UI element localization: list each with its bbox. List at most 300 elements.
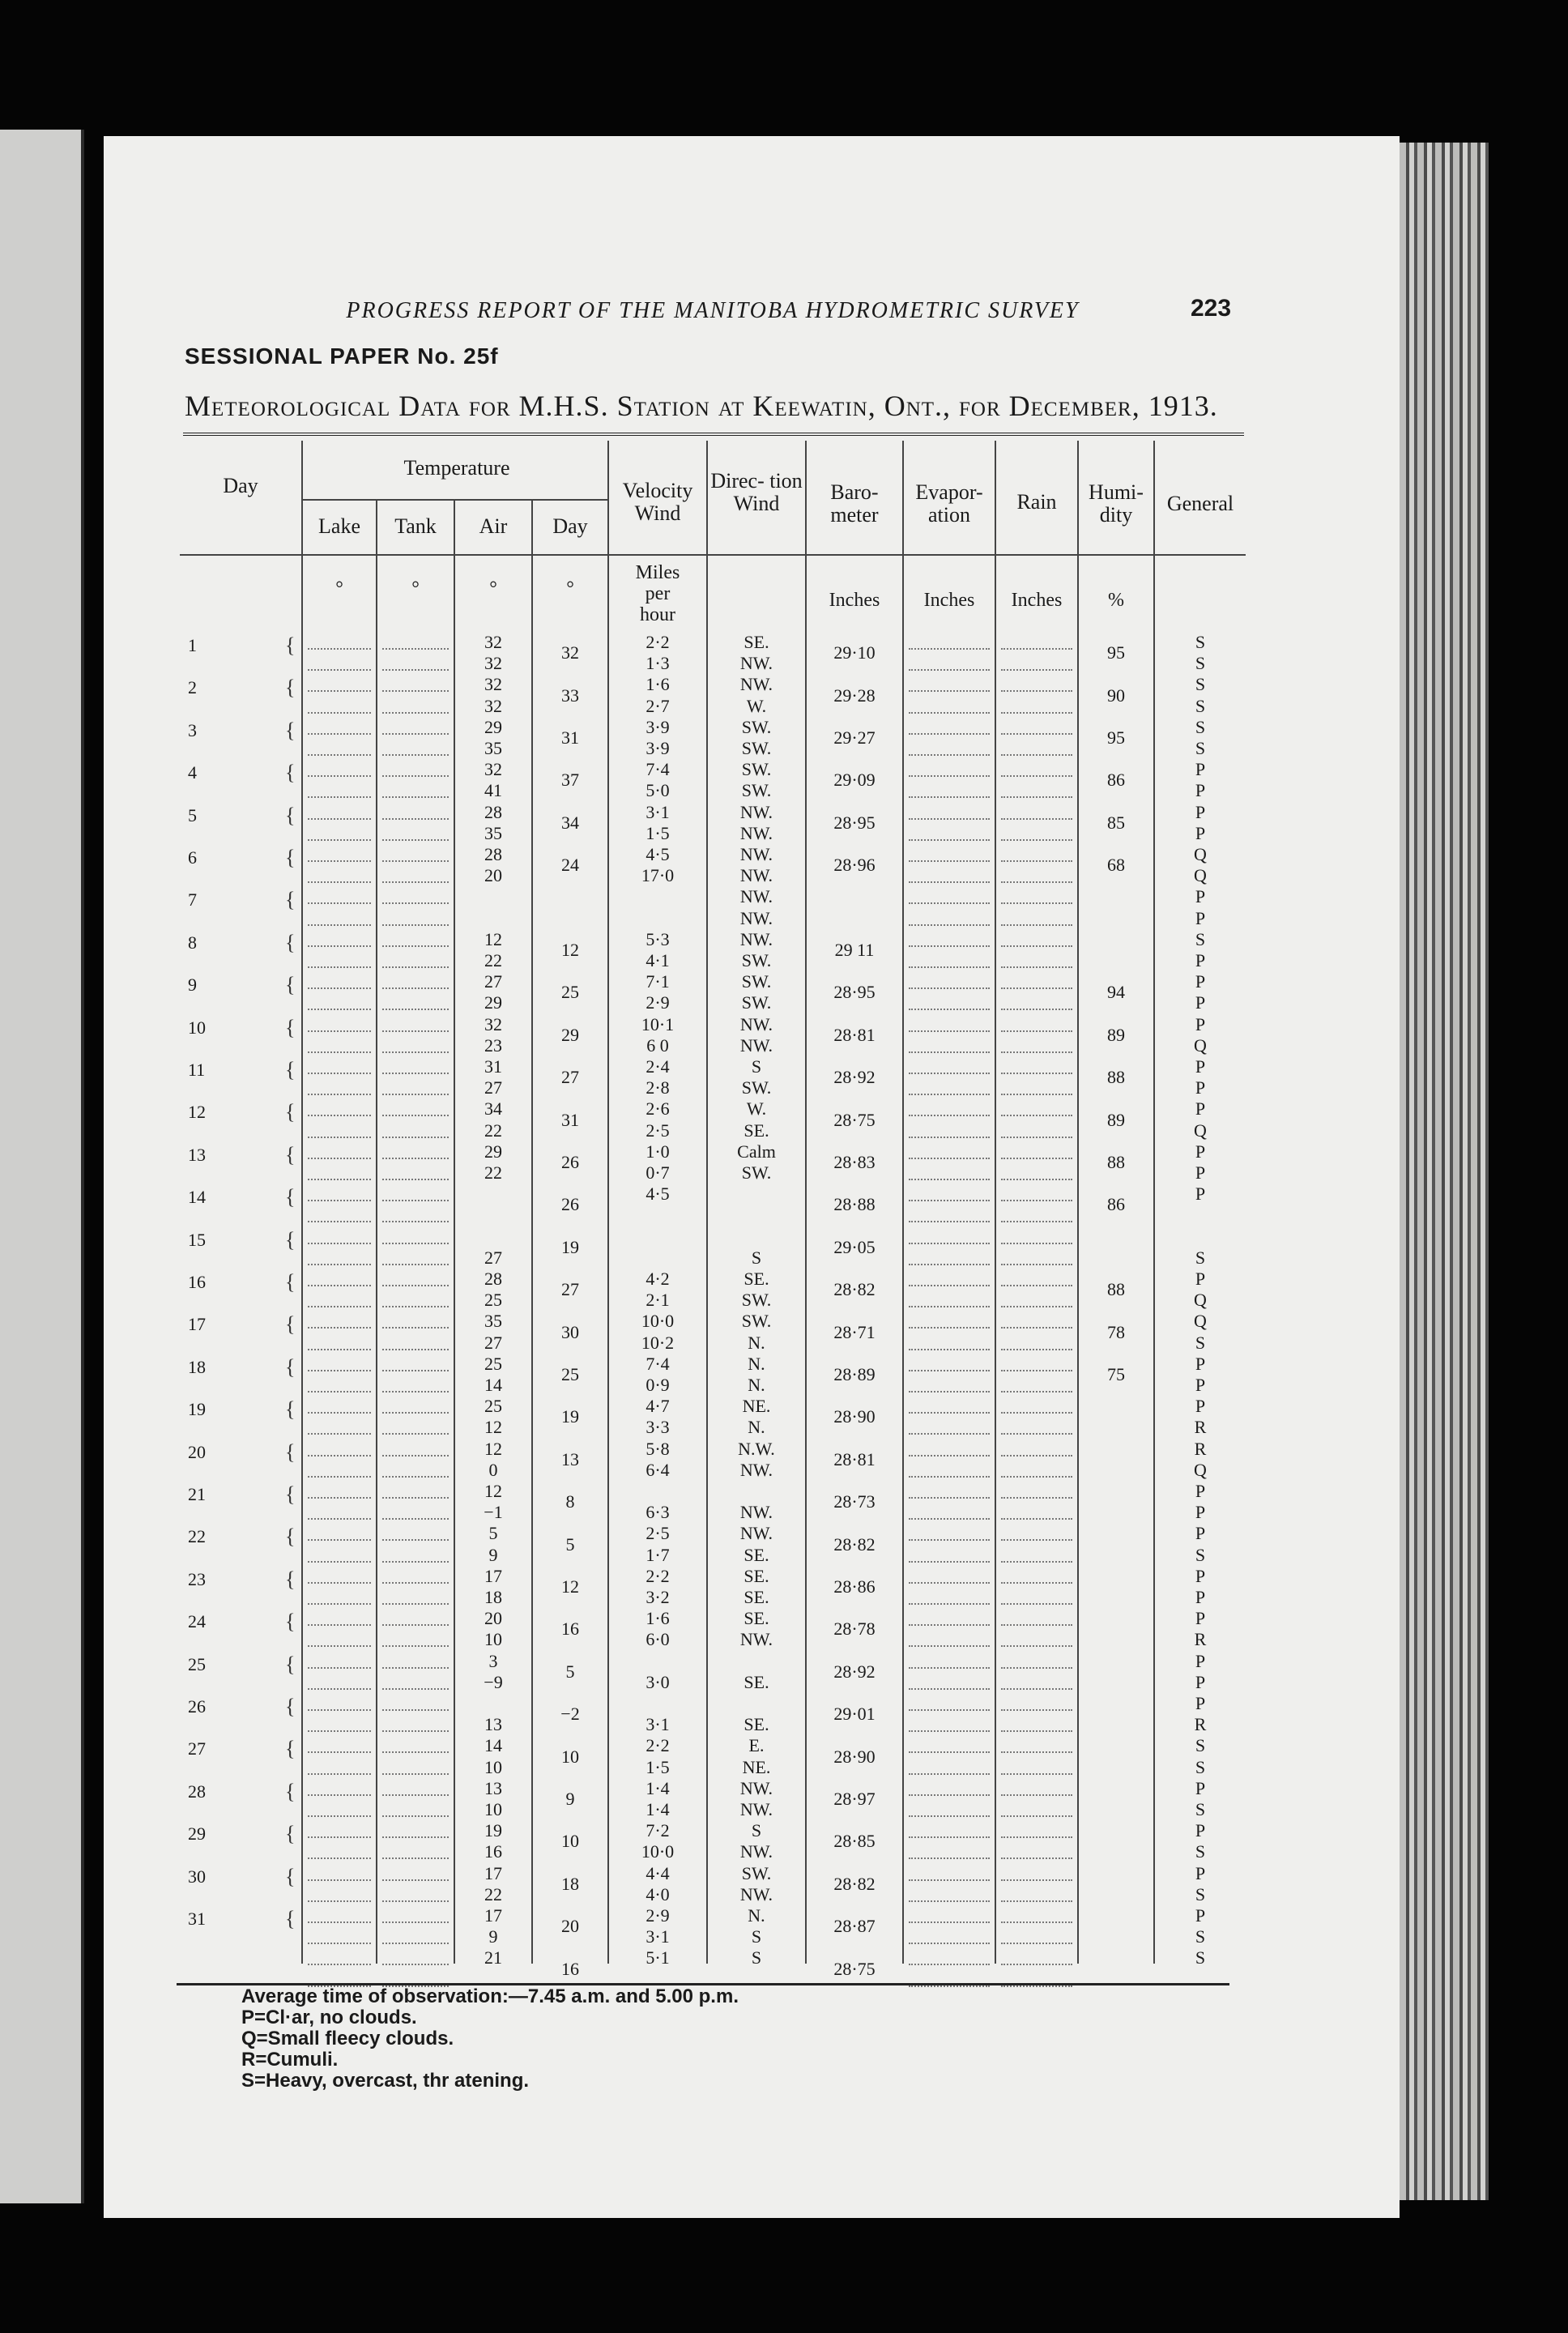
leader-dots (382, 775, 449, 777)
wind-velocity-cell: 17·0 (641, 865, 675, 886)
day-label: 22 (188, 1526, 206, 1547)
barometer-cell: 29·28 (833, 685, 876, 706)
wind-direction-cell: NW. (739, 886, 773, 907)
day-label: 10 (188, 1017, 206, 1038)
leader-dots (909, 648, 990, 650)
leader-dots (308, 1306, 371, 1307)
row-brace: { (285, 1439, 296, 1464)
leader-dots (382, 1794, 449, 1796)
general-cell: S (1195, 1799, 1206, 1819)
leader-dots (1001, 1476, 1072, 1478)
wind-velocity-cell: 4·1 (646, 950, 670, 970)
wind-direction-cell: SW. (741, 992, 772, 1013)
row-brace: { (285, 1610, 296, 1634)
air-temp-cell: 25 (484, 1353, 502, 1374)
wind-velocity-cell: 2·5 (646, 1523, 670, 1544)
day-label: 28 (188, 1781, 206, 1802)
leader-dots (382, 945, 449, 947)
leader-dots (308, 775, 371, 777)
humidity-cell: 78 (1107, 1321, 1125, 1342)
leader-dots (1001, 1412, 1072, 1414)
leader-dots (909, 1455, 990, 1457)
leader-dots (909, 1815, 990, 1817)
day-label: 18 (188, 1356, 206, 1377)
leader-dots (382, 754, 449, 756)
barometer-cell: 29·05 (833, 1236, 876, 1257)
leader-dots (909, 1179, 990, 1180)
row-brace: { (285, 718, 296, 742)
day-temp-cell: 16 (561, 1619, 579, 1640)
day-temp-cell: 10 (561, 1746, 579, 1767)
air-temp-cell: 12 (484, 1481, 502, 1501)
leader-dots (308, 1137, 371, 1138)
leader-dots (308, 1964, 371, 1965)
barometer-cell: 28·71 (833, 1321, 876, 1342)
wind-velocity-cell: 10·1 (641, 1013, 675, 1034)
air-temp-cell: 34 (484, 1098, 502, 1120)
general-cell: Q (1194, 844, 1207, 864)
row-brace: { (285, 930, 296, 954)
leader-dots (382, 860, 449, 862)
leader-dots (308, 1603, 371, 1605)
leader-dots (1001, 1433, 1072, 1435)
leader-dots (308, 1943, 371, 1944)
leader-dots (1001, 1539, 1072, 1541)
wind-direction-cell: SW. (741, 1162, 772, 1183)
leader-dots (308, 1200, 371, 1201)
general-cell: P (1195, 1608, 1206, 1629)
wind-velocity-cell: 1·3 (646, 653, 670, 674)
col-header-velocity: Velocity Wind (622, 479, 693, 525)
leader-dots (909, 1582, 990, 1584)
leader-dots (308, 1497, 371, 1499)
barometer-cell: 28·81 (833, 1024, 876, 1045)
wind-velocity-cell: 4·2 (646, 1269, 670, 1289)
barometer-cell: 28·89 (833, 1363, 876, 1384)
leader-dots (909, 1879, 990, 1881)
wind-direction-cell: S (751, 1926, 762, 1947)
leader-dots (308, 1476, 371, 1478)
leader-dots (1001, 1455, 1072, 1457)
leader-dots (308, 1073, 371, 1074)
air-temp-cell: 10 (484, 1756, 502, 1777)
air-temp-cell: 9 (488, 1926, 498, 1947)
leader-dots (909, 1115, 990, 1116)
leader-dots (382, 1412, 449, 1414)
leader-dots (308, 902, 371, 904)
air-temp-cell: 14 (484, 1735, 502, 1756)
day-label: 2 (188, 677, 197, 698)
leader-dots (909, 1306, 990, 1307)
leader-dots (909, 1094, 990, 1095)
general-cell: S (1195, 632, 1206, 652)
unit-air: ° (489, 578, 497, 599)
leader-dots (308, 712, 371, 714)
wind-velocity-cell: 6·3 (646, 1502, 670, 1523)
leader-dots (382, 1539, 449, 1541)
leader-dots (308, 1879, 371, 1881)
row-brace: { (285, 761, 296, 785)
wind-velocity-cell: 6·0 (646, 1629, 670, 1650)
general-cell: P (1195, 1184, 1206, 1205)
col-header-humidity: Humi- dity (1089, 480, 1144, 527)
leader-dots (382, 1200, 449, 1201)
leader-dots (1001, 1221, 1072, 1222)
general-cell: P (1195, 801, 1206, 822)
barometer-cell: 28·82 (833, 1279, 876, 1300)
leader-dots (909, 1009, 990, 1010)
leader-dots (308, 945, 371, 947)
wind-direction-cell: SW. (741, 950, 772, 970)
row-brace: { (285, 1567, 296, 1591)
air-temp-cell: 35 (484, 822, 502, 843)
general-cell: P (1195, 1905, 1206, 1926)
leader-dots (1001, 669, 1072, 671)
leader-dots (382, 1561, 449, 1563)
row-brace: { (285, 1142, 296, 1166)
wind-velocity-cell: 2·9 (646, 992, 670, 1013)
wind-velocity-cell: 1·6 (646, 674, 670, 695)
leader-dots (1001, 1349, 1072, 1350)
general-cell: R (1194, 1438, 1207, 1459)
day-temp-cell: 27 (561, 1067, 579, 1088)
leader-dots (308, 1455, 371, 1457)
barometer-cell: 28·96 (833, 855, 876, 876)
general-cell: S (1195, 716, 1206, 737)
leader-dots (382, 1857, 449, 1859)
leader-dots (1001, 987, 1072, 989)
leader-dots (382, 902, 449, 904)
general-cell: S (1195, 1247, 1206, 1268)
leader-dots (382, 1370, 449, 1371)
humidity-cell: 86 (1107, 770, 1125, 791)
air-temp-cell: 13 (484, 1777, 502, 1798)
unit-tank: ° (411, 578, 420, 599)
air-temp-cell: 27 (484, 1247, 502, 1268)
leader-dots (909, 1264, 990, 1265)
general-cell: Q (1194, 1290, 1207, 1311)
leader-dots (909, 945, 990, 947)
wind-direction-cell: S (751, 1820, 762, 1841)
leader-dots (909, 1137, 990, 1138)
leader-dots (382, 1815, 449, 1817)
leader-dots (1001, 1137, 1072, 1138)
col-divider (995, 441, 996, 1964)
leader-dots (308, 1349, 371, 1350)
wind-direction-cell: NW. (739, 801, 773, 822)
leader-dots (308, 839, 371, 841)
wind-velocity-cell: 1·5 (646, 822, 670, 843)
humidity-cell: 86 (1107, 1194, 1125, 1215)
leader-dots (909, 924, 990, 926)
leader-dots (308, 1264, 371, 1265)
leader-dots (1001, 966, 1072, 968)
wind-velocity-cell: 6·4 (646, 1459, 670, 1480)
leader-dots (909, 1518, 990, 1520)
leader-dots (308, 1773, 371, 1775)
day-temp-cell: 27 (561, 1279, 579, 1300)
humidity-cell: 88 (1107, 1067, 1125, 1088)
row-brace: { (285, 1185, 296, 1209)
leader-dots (382, 1667, 449, 1669)
leader-dots (308, 1051, 371, 1053)
leader-dots (308, 1667, 371, 1669)
wind-velocity-cell: 3·3 (646, 1417, 670, 1438)
page-number: 223 (1191, 295, 1232, 322)
day-label: 30 (188, 1866, 206, 1887)
wind-velocity-cell: 2·2 (646, 1565, 670, 1586)
general-cell: P (1195, 1077, 1206, 1098)
leader-dots (308, 1327, 371, 1329)
air-temp-cell: 29 (484, 716, 502, 737)
leader-dots (1001, 733, 1072, 735)
leader-dots (382, 1433, 449, 1435)
leader-dots (308, 966, 371, 968)
leader-dots (909, 1497, 990, 1499)
leader-dots (1001, 648, 1072, 650)
day-label: 24 (188, 1611, 206, 1632)
wind-velocity-cell: 4·4 (646, 1862, 670, 1883)
air-temp-cell: 35 (484, 738, 502, 758)
day-label: 31 (188, 1909, 206, 1929)
air-temp-cell: 18 (484, 1587, 502, 1607)
wind-direction-cell: SW. (741, 1077, 772, 1098)
day-temp-cell: 13 (561, 1448, 579, 1469)
row-brace: { (285, 1737, 296, 1761)
general-cell: S (1195, 1841, 1206, 1862)
day-temp-cell: 19 (561, 1406, 579, 1427)
wind-velocity-cell: 0·9 (646, 1375, 670, 1395)
leader-dots (382, 966, 449, 968)
air-temp-cell: 29 (484, 992, 502, 1013)
col-header-rain: Rain (1016, 490, 1057, 514)
leader-dots (909, 1773, 990, 1775)
barometer-cell: 28·92 (833, 1067, 876, 1088)
leader-dots (1001, 1391, 1072, 1393)
barometer-cell: 28·95 (833, 812, 876, 833)
wind-velocity-cell: 3·0 (646, 1671, 670, 1692)
wind-direction-cell: SE. (744, 1120, 769, 1141)
leader-dots (308, 1030, 371, 1032)
leader-dots (909, 1285, 990, 1286)
air-temp-cell: 31 (484, 1056, 502, 1077)
leader-dots (909, 1794, 990, 1796)
row-brace: { (285, 846, 296, 869)
day-label: 7 (188, 889, 197, 911)
wind-direction-cell: NW. (739, 1502, 773, 1523)
general-cell: P (1195, 950, 1206, 970)
leader-dots (382, 987, 449, 989)
wind-velocity-cell: 5·1 (646, 1947, 670, 1968)
wind-direction-cell: E. (748, 1735, 765, 1756)
leader-dots (909, 1836, 990, 1838)
leader-dots (909, 733, 990, 735)
col-header-barometer: Baro- meter (830, 480, 879, 527)
footnote-r: R=Cumuli. (241, 2049, 339, 2071)
row-brace: { (285, 1695, 296, 1718)
general-cell: P (1195, 1162, 1206, 1183)
day-label: 14 (188, 1187, 206, 1208)
leader-dots (308, 860, 371, 862)
wind-direction-cell: NW. (739, 1034, 773, 1056)
wind-velocity-cell: 6 0 (646, 1034, 669, 1056)
general-cell: S (1195, 674, 1206, 695)
row-brace: { (285, 1864, 296, 1888)
leader-dots (1001, 1815, 1072, 1817)
wind-velocity-cell: 3·1 (646, 1714, 670, 1735)
row-brace: { (285, 1015, 296, 1039)
day-label: 16 (188, 1272, 206, 1292)
leader-dots (909, 1030, 990, 1032)
general-cell: P (1195, 1671, 1206, 1692)
general-cell: S (1195, 1735, 1206, 1756)
wind-velocity-cell: 10·0 (641, 1311, 675, 1332)
leader-dots (308, 1815, 371, 1817)
wind-velocity-cell: 4·5 (646, 1184, 670, 1205)
leader-dots (308, 1645, 371, 1647)
barometer-cell: 29·27 (833, 727, 876, 748)
leader-dots (1001, 1285, 1072, 1286)
air-temp-cell: 20 (484, 865, 502, 886)
leader-dots (308, 1221, 371, 1222)
wind-velocity-cell: 4·0 (646, 1883, 670, 1904)
leader-dots (382, 1964, 449, 1965)
general-cell: S (1195, 928, 1206, 949)
leader-dots (382, 1709, 449, 1711)
leader-dots (308, 690, 371, 692)
wind-direction-cell: NW. (739, 1459, 773, 1480)
air-temp-cell: 32 (484, 653, 502, 674)
day-temp-cell: 8 (565, 1491, 575, 1512)
leader-dots (308, 1115, 371, 1116)
day-label: 29 (188, 1823, 206, 1845)
air-temp-cell: 27 (484, 1077, 502, 1098)
air-temp-cell: 22 (484, 1162, 502, 1183)
day-temp-cell: 19 (561, 1236, 579, 1257)
wind-direction-cell: W. (746, 695, 767, 716)
leader-dots (1001, 1243, 1072, 1244)
leader-dots (382, 1051, 449, 1053)
leader-dots (382, 648, 449, 650)
day-label: 9 (188, 975, 197, 996)
row-brace: { (285, 1058, 296, 1081)
general-cell: S (1195, 1756, 1206, 1777)
general-cell: P (1195, 822, 1206, 843)
air-temp-cell: 23 (484, 1034, 502, 1056)
leader-dots (308, 987, 371, 989)
leader-dots (909, 818, 990, 820)
leader-dots (1001, 690, 1072, 692)
wind-velocity-cell: 7·4 (646, 1353, 670, 1374)
air-temp-cell: 32 (484, 674, 502, 695)
barometer-cell: 28·95 (833, 982, 876, 1003)
day-temp-cell: 25 (561, 982, 579, 1003)
humidity-cell: 95 (1107, 642, 1125, 663)
air-temp-cell: 14 (484, 1375, 502, 1395)
leader-dots (1001, 902, 1072, 904)
row-brace: { (285, 1312, 296, 1337)
wind-velocity-cell: 0·7 (646, 1162, 670, 1183)
wind-velocity-cell: 2·4 (646, 1056, 670, 1077)
col-header-lake: Lake (318, 514, 360, 538)
general-cell: R (1194, 1714, 1207, 1735)
leader-dots (1001, 1773, 1072, 1775)
leader-dots (1001, 924, 1072, 926)
leader-dots (382, 1582, 449, 1584)
day-temp-cell: 29 (561, 1024, 579, 1045)
wind-velocity-cell: 1·0 (646, 1141, 670, 1162)
general-cell: P (1195, 1502, 1206, 1523)
leader-dots (308, 733, 371, 735)
day-label: 26 (188, 1696, 206, 1717)
leader-dots (1001, 1900, 1072, 1902)
wind-direction-cell: NW. (739, 1777, 773, 1798)
col-header-day: Day (223, 474, 258, 497)
leader-dots (308, 1433, 371, 1435)
air-temp-cell: 21 (484, 1947, 502, 1968)
leader-dots (909, 1539, 990, 1541)
row-brace: { (285, 633, 296, 657)
wind-direction-cell: SE. (744, 1544, 769, 1565)
leader-dots (1001, 1603, 1072, 1605)
wind-velocity-cell: 2·2 (646, 1735, 670, 1756)
day-label: 6 (188, 847, 197, 868)
temperature-span-rule (303, 499, 609, 501)
humidity-cell: 94 (1107, 982, 1125, 1003)
leader-dots (382, 1751, 449, 1753)
leader-dots (382, 1221, 449, 1222)
air-temp-cell: 13 (484, 1714, 502, 1735)
general-cell: P (1195, 1481, 1206, 1501)
wind-velocity-cell: 2·7 (646, 695, 670, 716)
page-edges (1400, 143, 1489, 2200)
day-label: 11 (188, 1060, 206, 1080)
air-temp-cell: 25 (484, 1290, 502, 1311)
leader-dots (909, 1667, 990, 1669)
wind-direction-cell: NW. (739, 844, 773, 864)
humidity-cell: 68 (1107, 855, 1125, 876)
leader-dots (909, 1921, 990, 1923)
barometer-cell: 28·78 (833, 1619, 876, 1640)
wind-velocity-cell: 5·3 (646, 928, 670, 949)
wind-direction-cell: SW. (741, 780, 772, 801)
row-brace: { (285, 676, 296, 700)
leader-dots (308, 1900, 371, 1902)
leader-dots (1001, 1794, 1072, 1796)
barometer-cell: 28·73 (833, 1491, 876, 1512)
air-temp-cell: 22 (484, 1120, 502, 1141)
leader-dots (909, 1730, 990, 1732)
leader-dots (382, 1455, 449, 1457)
leader-dots (1001, 1709, 1072, 1711)
general-cell: S (1195, 653, 1206, 674)
footnote-q: Q=Small fleecy clouds. (241, 2028, 454, 2049)
leader-dots (308, 648, 371, 650)
leader-dots (308, 1836, 371, 1838)
leader-dots (382, 796, 449, 798)
leader-dots (909, 1561, 990, 1563)
row-brace: { (285, 1100, 296, 1124)
left-page-edge (0, 130, 84, 2203)
leader-dots (1001, 818, 1072, 820)
leader-dots (909, 1243, 990, 1244)
title-rule (183, 433, 1244, 436)
general-cell: P (1195, 1375, 1206, 1395)
wind-direction-cell: NW. (739, 865, 773, 886)
day-label: 17 (188, 1314, 206, 1335)
row-brace: { (285, 973, 296, 997)
leader-dots (1001, 881, 1072, 883)
